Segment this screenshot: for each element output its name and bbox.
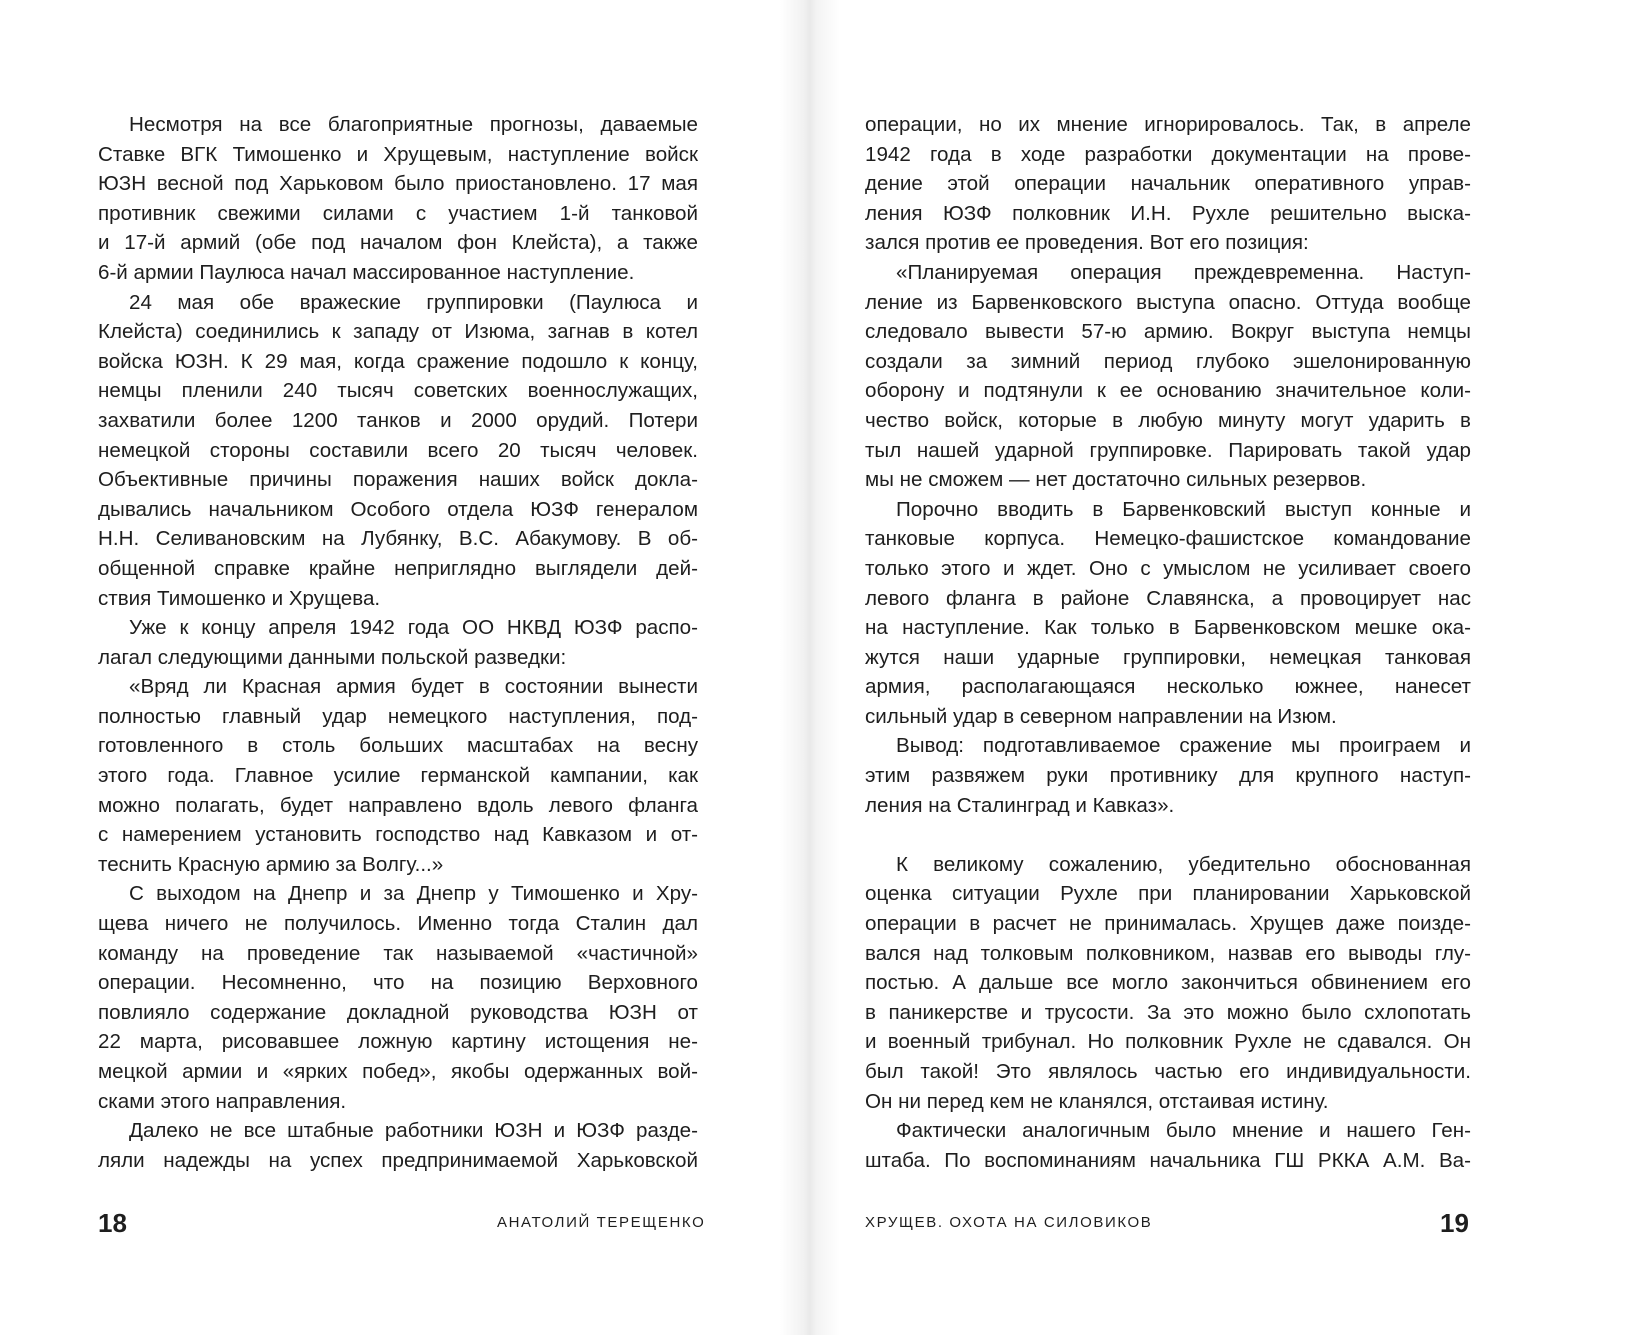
paragraph <box>98 879 698 1116</box>
text-line: 1942 года в ходе разработки документации на прове- <box>865 142 1471 166</box>
text-line: мы не сможем — нет достаточно сильных резервов. <box>865 468 1367 492</box>
text-line: сками этого направления. <box>98 1089 347 1113</box>
text-line: штаба. По воспоминаниям начальника ГШ РККА А.М. Ва- <box>865 1148 1471 1172</box>
book-gutter <box>780 0 840 1335</box>
text-line: лагал следующими данными польской разведки: <box>98 645 567 669</box>
text-line: Клейста) соединились к западу от Изюма, загнав в котел <box>98 320 698 344</box>
right-page-body <box>865 110 1471 1175</box>
text-line: ления на Сталинград и Кавказ». <box>865 793 1175 817</box>
text-line: операции в расчет не принималась. Хрущев даже поизде- <box>865 912 1471 936</box>
text-line: К великому сожалению, убедительно обоснованная <box>896 852 1471 876</box>
text-line: Объективные причины поражения наших войск докла- <box>98 468 698 492</box>
text-line: повлияло содержание докладной руководства ЮЗН от <box>98 1000 698 1024</box>
paragraph <box>98 110 698 288</box>
text-line: «Планируемая операция преждевременна. Наступ- <box>896 260 1471 284</box>
text-line: следовало вывести 57-ю армию. Вокруг выступа немцы <box>865 320 1471 344</box>
text-line: 22 марта, рисовавшее ложную картину истощения не- <box>98 1030 698 1054</box>
text-line: в паникерстве и трусости. За это можно было схлопотать <box>865 1000 1471 1024</box>
text-line: на наступление. Как только в Барвенковском мешке ока- <box>865 616 1471 640</box>
text-line: вался над толковым полковником, назвав его выводы глу- <box>865 941 1471 965</box>
text-line: Н.Н. Селивановским на Лубянку, В.С. Абакумову. В об- <box>98 527 698 551</box>
text-line: оценка ситуации Рухле при планировании Харьковской <box>865 882 1471 906</box>
paragraph <box>98 613 698 672</box>
right-running-head: ХРУЩЕВ. ОХОТА НА СИЛОВИКОВ <box>865 1214 1153 1231</box>
right-page-number: 19 <box>1440 1208 1469 1238</box>
paragraph <box>865 850 1471 1116</box>
paragraph <box>865 1116 1471 1175</box>
text-line: дывались начальником Особого отдела ЮЗФ генералом <box>98 497 698 521</box>
paragraph <box>865 731 1471 820</box>
text-line: зался против ее проведения. Вот его позиция: <box>865 231 1309 255</box>
text-line: Фактически аналогичным было мнение и нашего Ген- <box>896 1119 1471 1143</box>
paragraph <box>98 288 698 614</box>
text-line: этого года. Главное усилие германской кампании, как <box>98 764 698 788</box>
text-line: готовленного в столь больших масштабах на весну <box>98 734 698 758</box>
text-line: ствия Тимошенко и Хрущева. <box>98 586 381 610</box>
text-line: дение этой операции начальник оперативного управ- <box>865 172 1471 196</box>
text-line: сильный удар в северном направлении на Изюм. <box>865 704 1337 728</box>
left-page-body <box>98 110 698 1175</box>
paragraph <box>865 495 1471 732</box>
text-line: полностью главный удар немецкого наступления, под- <box>98 704 698 728</box>
text-line: создали за зимний период глубоко эшелонированную <box>865 349 1471 373</box>
text-line: ЮЗН весной под Харьковом было приостановлено. 17 мая <box>98 172 698 196</box>
paragraph <box>98 672 698 879</box>
text-line: тыл нашей ударной группировке. Парировать такой удар <box>865 438 1471 462</box>
text-line: ление из Барвенковского выступа опасно. Оттуда вообще <box>865 290 1471 314</box>
text-line: операции. Несомненно, что на позицию Верховного <box>98 971 698 995</box>
text-line: мецкой армии и «ярких побед», якобы одержанных вой- <box>98 1060 698 1083</box>
text-line: Несмотря на все благоприятные прогнозы, даваемые <box>129 113 698 136</box>
text-line: танковые корпуса. Немецко-фашистское командование <box>865 527 1471 551</box>
text-line: противник свежими силами с участием 1-й танковой <box>98 201 698 225</box>
text-line: ляли надежды на успех предпринимаемой Харьковской <box>98 1148 698 1172</box>
text-line: Вывод: подготавливаемое сражение мы проиграем и <box>896 734 1471 758</box>
text-line: армия, располагающаяся несколько южнее, нанесет <box>865 675 1471 699</box>
text-line: немцы пленили 240 тысяч советских военнослужащих, <box>98 379 698 403</box>
text-line: теснить Красную армию за Волгу...» <box>98 852 444 876</box>
text-line: «Вряд ли Красная армия будет в состоянии вынести <box>129 675 698 699</box>
text-line: Далеко не все штабные работники ЮЗН и ЮЗФ разде- <box>129 1119 698 1143</box>
text-line: Ставке ВГК Тимошенко и Хрущевым, наступление войск <box>98 142 698 166</box>
text-line: Он ни перед кем не кланялся, отстаивая истину. <box>865 1089 1329 1113</box>
text-line: и 17-й армий (обе под началом фон Клейста), а также <box>98 231 698 255</box>
text-line: этим развяжем руки противнику для крупного наступ- <box>865 764 1471 788</box>
text-line: постью. А дальше все могло закончиться обвинением его <box>865 971 1471 995</box>
text-line: жутся наши ударные группировки, немецкая танковая <box>865 645 1471 669</box>
text-line: 24 мая обе вражеские группировки (Паулюса и <box>129 290 698 314</box>
text-line: и военный трибунал. Но полковник Рухле не сдавался. Он <box>865 1030 1471 1054</box>
text-line: общенной справке крайне неприглядно выглядели дей- <box>98 556 698 580</box>
text-line: войска ЮЗН. К 29 мая, когда сражение подошло к концу, <box>98 349 698 373</box>
text-line: 6-й армии Паулюса начал массированное наступление. <box>98 260 635 284</box>
text-line: захватили более 1200 танков и 2000 орудий. Потери <box>98 408 698 432</box>
text-line: чество войск, которые в любую минуту могут ударить в <box>865 408 1471 432</box>
text-line: левого фланга в районе Славянска, а провоцирует нас <box>865 586 1471 610</box>
text-line: С выходом на Днепр и за Днепр у Тимошенко и Хру- <box>129 882 698 906</box>
left-page-number: 18 <box>98 1208 127 1238</box>
text-line: только этого и ждет. Оно с умыслом не усиливает своего <box>865 556 1471 580</box>
text-line: немецкой стороны составили всего 20 тысяч человек. <box>98 438 698 462</box>
text-line: щева ничего не получилось. Именно тогда Сталин дал <box>98 912 698 936</box>
text-line: команду на проведение так называемой «частичной» <box>98 941 698 965</box>
text-line: Уже к концу апреля 1942 года ОО НКВД ЮЗФ распо- <box>129 616 698 640</box>
text-line: ления ЮЗФ полковник И.Н. Рухле решительно выска- <box>865 201 1471 225</box>
text-line: был такой! Это являлось частью его индивидуальности. <box>865 1060 1471 1083</box>
paragraph <box>865 110 1471 258</box>
left-running-head: АНАТОЛИЙ ТЕРЕЩЕНКО <box>497 1214 706 1231</box>
text-line: с намерением установить господство над Кавказом и от- <box>98 823 698 847</box>
text-line: операции, но их мнение игнорировалось. Так, в апреле <box>865 113 1471 136</box>
paragraph <box>98 1116 698 1175</box>
text-line: оборону и подтянули к ее основанию значительное коли- <box>865 379 1471 403</box>
text-line: Порочно вводить в Барвенковский выступ конные и <box>896 497 1471 521</box>
paragraph <box>865 258 1471 495</box>
text-line: можно полагать, будет направлено вдоль левого фланга <box>98 793 698 817</box>
